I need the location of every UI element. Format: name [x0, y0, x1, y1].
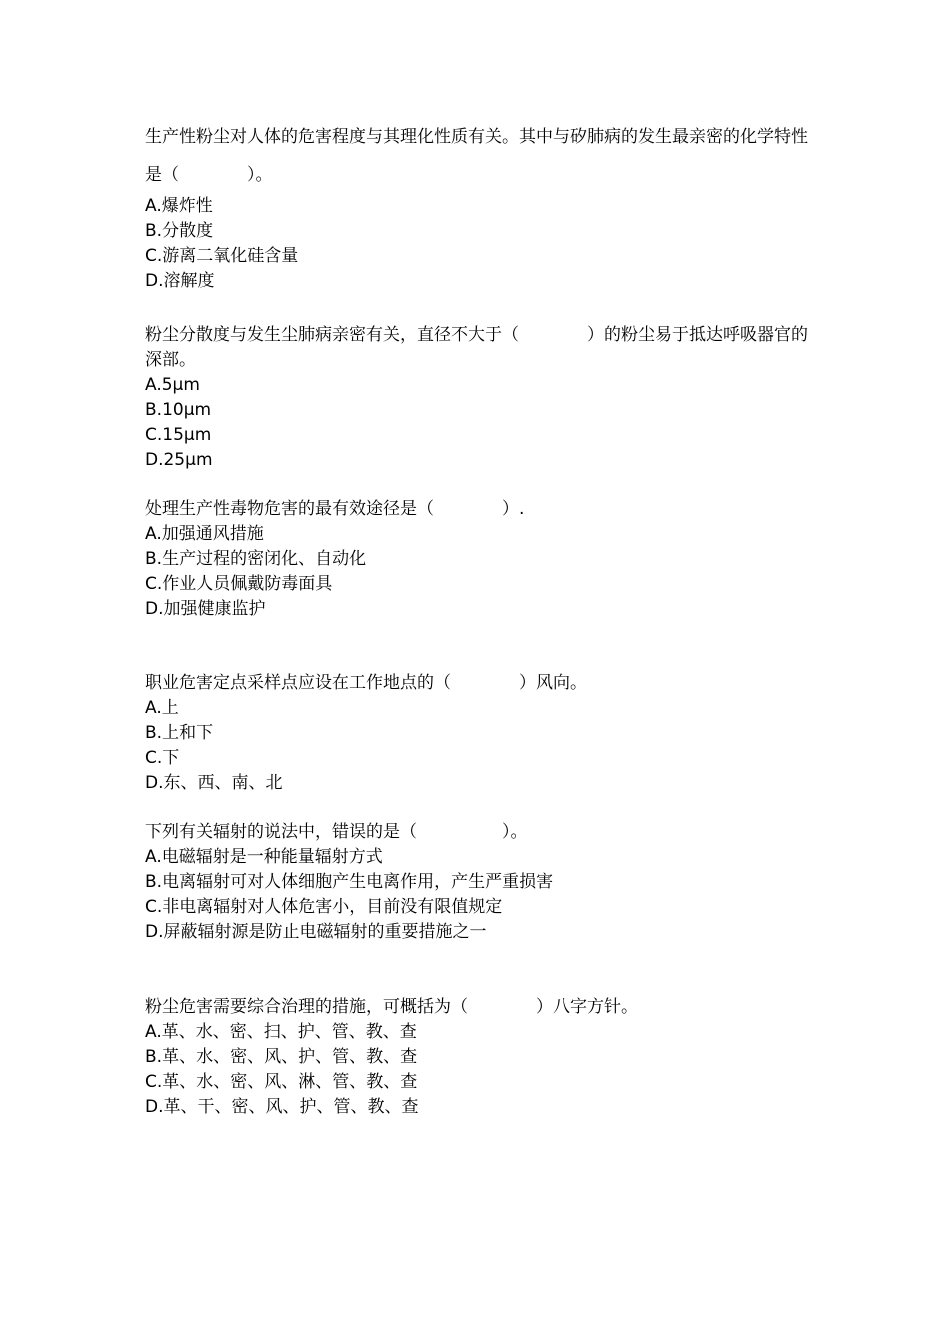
option-a: A.革、水、密、扫、护、管、教、查: [145, 1022, 417, 1042]
option-b: B.电离辐射可对人体细胞产生电离作用，产生严重损害: [145, 872, 554, 892]
option-d: D.溶解度: [145, 271, 215, 291]
question-stem: 下列有关辐射的说法中，错误的是（ ）。: [145, 822, 528, 842]
question-3: [145, 497, 810, 622]
option-a: A.爆炸性: [145, 196, 213, 216]
option-d: D.东、西、南、北: [145, 773, 283, 793]
option-b: B.生产过程的密闭化、自动化: [145, 549, 367, 569]
question-stem: 粉尘分散度与发生尘肺病亲密有关，直径不大于（ ）的粉尘易于抵达呼吸器官的深部。: [145, 325, 808, 370]
option-d: D.加强健康监护: [145, 599, 266, 619]
option-d: D.25μm: [145, 450, 213, 470]
question-1: [145, 118, 810, 294]
option-d: D.屏蔽辐射源是防止电磁辐射的重要措施之一: [145, 922, 487, 942]
option-c: C.非电离辐射对人体危害小，目前没有限值规定: [145, 897, 503, 917]
question-stem: 处理生产性毒物危害的最有效途径是（ ）.: [145, 499, 525, 519]
question-2: [145, 323, 810, 473]
question-5: [145, 820, 810, 945]
option-c: C.游离二氧化硅含量: [145, 246, 299, 266]
option-b: B.分散度: [145, 221, 214, 241]
option-c: C.革、水、密、风、淋、管、教、查: [145, 1072, 418, 1092]
option-c: C.15μm: [145, 425, 212, 445]
option-c: C.下: [145, 748, 180, 768]
question-stem: 生产性粉尘对人体的危害程度与其理化性质有关。其中与矽肺病的发生最亲密的化学特性是（ ）。: [145, 127, 808, 185]
question-stem: 职业危害定点采样点应设在工作地点的（ ）风向。: [145, 673, 587, 693]
option-a: A.加强通风措施: [145, 524, 264, 544]
question-stem: 粉尘危害需要综合治理的措施，可概括为（ ）八字方针。: [145, 997, 638, 1017]
option-b: B.10μm: [145, 400, 212, 420]
option-a: A.电磁辐射是一种能量辐射方式: [145, 847, 383, 867]
question-4: [145, 671, 810, 796]
option-d: D.革、干、密、风、护、管、教、查: [145, 1097, 419, 1117]
question-6: [145, 995, 810, 1120]
option-b: B.上和下: [145, 723, 214, 743]
option-a: A.上: [145, 698, 179, 718]
option-b: B.革、水、密、风、护、管、教、查: [145, 1047, 418, 1067]
option-c: C.作业人员佩戴防毒面具: [145, 574, 333, 594]
option-a: A.5μm: [145, 375, 200, 395]
